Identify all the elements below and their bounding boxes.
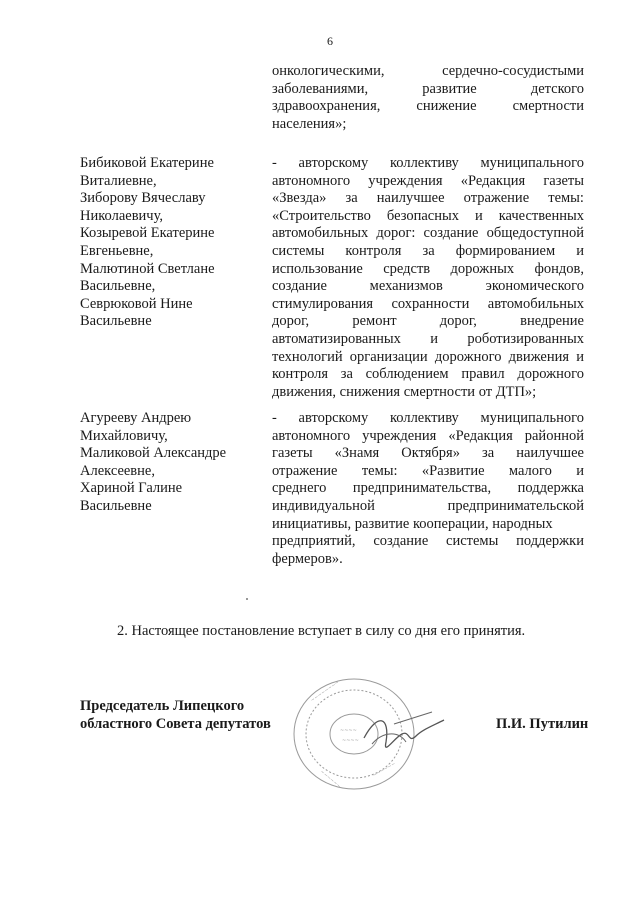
word: муниципального — [480, 410, 584, 426]
word: коллективу — [389, 410, 459, 426]
word: авторскому — [298, 155, 369, 171]
word: предпринимательской — [447, 497, 584, 514]
word: за — [340, 366, 353, 383]
recipient-name-line: Малютиной Светлане — [80, 260, 215, 277]
text-line — [272, 208, 584, 226]
recipient-name-line: Севрюковой Нине — [80, 295, 193, 312]
word: снижение — [416, 98, 477, 115]
word: автономного — [272, 427, 351, 444]
text-line — [272, 116, 584, 134]
recipient-name-line: Николаевичу, — [80, 207, 164, 224]
svg-text:~~~~~~: ~~~~~~ — [318, 768, 342, 790]
word: «Звезда» — [272, 190, 327, 207]
word: сердечно-сосудистыми — [442, 63, 584, 79]
word: сохранности — [391, 295, 470, 312]
text-line — [272, 261, 584, 279]
text-line — [272, 278, 584, 296]
word: общедоступной — [486, 225, 584, 242]
word: дорожного — [434, 348, 502, 365]
award-text-2 — [272, 410, 584, 568]
word: малого — [508, 462, 552, 479]
page-number: 6 — [327, 34, 333, 48]
text-line — [272, 98, 584, 116]
word: «Развитие — [421, 462, 485, 479]
word: фермеров». — [272, 550, 343, 567]
word: дорог: — [376, 225, 416, 242]
text-line — [272, 516, 584, 534]
word: авторскому — [298, 410, 369, 426]
text-line — [272, 63, 584, 81]
recipient-name-line: Михайловичу, — [80, 427, 168, 444]
signer-position — [80, 697, 300, 733]
svg-text:~~~~~~~~: ~~~~~~~~ — [309, 679, 341, 704]
text-line — [272, 243, 584, 261]
text-line — [272, 331, 584, 349]
recipient-name-line: Васильевне, — [80, 278, 156, 295]
text-line — [272, 428, 584, 446]
scan-dot — [246, 598, 248, 600]
text-line — [272, 445, 584, 463]
recipient-name-line: Евгеньевне, — [80, 242, 154, 259]
word: и — [576, 242, 584, 259]
word: создание — [423, 225, 479, 242]
word: и — [430, 330, 438, 347]
word: движения, снижения смертности от ДТП»; — [272, 383, 537, 400]
text-line — [272, 81, 584, 99]
text-line — [272, 480, 584, 498]
word: учреждения — [368, 172, 443, 189]
word: автомобильных — [272, 225, 369, 242]
recipient-name-line: Бибиковой Екатерине — [80, 155, 214, 171]
text-line — [272, 296, 584, 314]
word: районной — [524, 427, 584, 444]
word: смертности — [512, 98, 584, 115]
word: учреждения — [362, 427, 437, 444]
word: - — [272, 410, 277, 426]
award-recipients-2 — [80, 410, 255, 516]
text-line — [272, 366, 584, 384]
word: за — [422, 242, 435, 259]
word: контроля — [345, 242, 402, 259]
word: создание — [272, 278, 327, 295]
word: развитие — [422, 80, 477, 97]
word: фондов, — [534, 260, 584, 277]
word: за — [481, 445, 495, 462]
word: стимулирования — [272, 295, 374, 312]
word: ремонт — [352, 313, 397, 330]
text-line — [272, 190, 584, 208]
word: темы: — [548, 190, 584, 207]
recipient-name-line: Васильевне — [80, 313, 152, 330]
word: предприятий, — [272, 533, 356, 550]
word: соблюдением — [365, 366, 449, 383]
clause-2: 2. Настоящее постановление вступает в силу со дня его принятия. — [117, 623, 526, 639]
svg-text:~~~~: ~~~~ — [340, 728, 357, 734]
text-line — [272, 173, 584, 191]
word: средств — [383, 260, 431, 277]
word: системы — [446, 533, 499, 550]
word: инициативы, развитие кооперации, народных — [272, 515, 553, 532]
word: поддержка — [517, 480, 584, 497]
word: «Редакция — [460, 172, 526, 189]
text-line — [272, 463, 584, 481]
word: безопасных — [386, 207, 459, 224]
text-line — [272, 533, 584, 551]
recipient-name-line: Алексеевне, — [80, 462, 155, 479]
recipient-name-line: Маликовой Александре — [80, 445, 227, 462]
text-line — [272, 155, 584, 173]
recipient-name-line: Агурееву Андрею — [80, 410, 192, 426]
word: индивидуальной — [272, 497, 375, 514]
word: дорожного — [517, 366, 584, 383]
recipient-name-line: Козыревой Екатерине — [80, 225, 215, 242]
word: и — [474, 207, 483, 224]
word: системы — [272, 242, 325, 259]
recipient-name-line: Хариной Галине — [80, 480, 183, 497]
word: использование — [272, 260, 363, 277]
word: роботизированных — [467, 330, 584, 347]
word: коллективу — [389, 155, 459, 171]
award-text-1 — [272, 155, 584, 401]
signer-position-line2: областного Совета депутатов — [80, 716, 271, 732]
text-line — [272, 225, 584, 243]
word: «Строительство — [272, 207, 371, 224]
word: дорог, — [272, 313, 310, 330]
word: - — [272, 155, 277, 171]
signer-name: П.И. Путилин — [496, 716, 589, 732]
word: автономного — [272, 172, 351, 189]
word: населения»; — [272, 115, 347, 132]
word: «Знамя — [334, 445, 380, 462]
recipient-name-line: Васильевне — [80, 497, 152, 514]
text-line — [272, 384, 584, 402]
text-line — [272, 349, 584, 367]
continuation-text — [272, 63, 584, 133]
award-recipients-1 — [80, 155, 255, 331]
word: Октября» — [401, 445, 460, 462]
recipient-name-line: Виталиевне, — [80, 172, 157, 189]
word: онкологическими, — [272, 63, 385, 79]
word: наилучшее — [376, 190, 445, 207]
text-line — [272, 313, 584, 331]
text-line — [272, 410, 584, 428]
word: дорог, — [439, 313, 477, 330]
word: движения — [508, 348, 570, 365]
word: автоматизированных — [272, 330, 401, 347]
word: внедрение — [520, 313, 584, 330]
word: поддержки — [516, 533, 584, 550]
word: дорожных — [450, 260, 515, 277]
word: контроля — [272, 366, 329, 383]
word: правил — [461, 366, 505, 383]
word: здравоохранения, — [272, 98, 381, 115]
svg-text:~~~~: ~~~~ — [342, 738, 359, 744]
word: создание — [373, 533, 429, 550]
text-line — [272, 498, 584, 516]
word: газеты — [543, 172, 584, 189]
word: наилучшее — [516, 445, 584, 462]
official-seal-with-signature — [282, 672, 452, 797]
word: автомобильных — [487, 295, 584, 312]
signer-position-line1: Председатель Липецкого — [80, 698, 245, 714]
word: технологий — [272, 348, 343, 365]
text-line — [272, 551, 584, 569]
word: экономического — [485, 278, 584, 295]
word: и — [576, 348, 584, 365]
word: среднего — [272, 480, 327, 497]
word: отражение — [463, 190, 530, 207]
word: механизмов — [369, 278, 443, 295]
word: организации — [349, 348, 428, 365]
word: формированием — [455, 242, 556, 259]
word: за — [345, 190, 358, 207]
word: детского — [530, 80, 584, 97]
word: муниципального — [480, 155, 584, 171]
word: качественных — [498, 207, 584, 224]
recipient-name-line: Зиборову Вячеславу — [80, 190, 206, 207]
word: газеты — [272, 445, 313, 462]
word: «Редакция — [448, 427, 513, 444]
svg-text:~~~~~~: ~~~~~~ — [372, 760, 397, 779]
word: темы: — [361, 462, 398, 479]
word: заболеваниями, — [272, 80, 369, 97]
word: и — [576, 462, 584, 479]
word: отражение — [272, 462, 338, 479]
word: предпринимательства, — [352, 480, 492, 497]
